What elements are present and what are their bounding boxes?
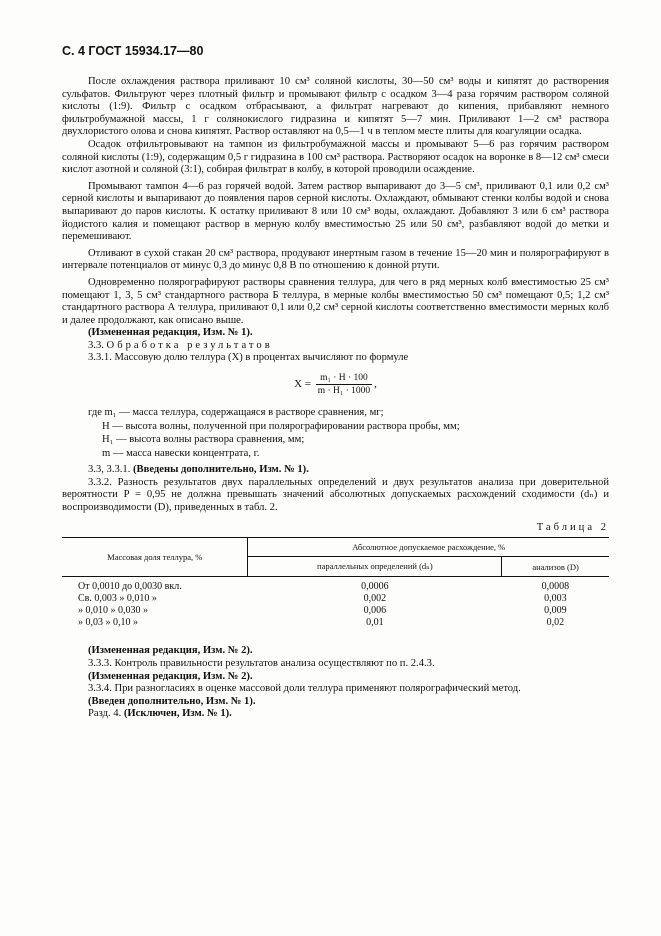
table-cell-range: » 0,03 » 0,10 » <box>78 617 138 629</box>
table-row <box>62 577 609 594</box>
formula-denominator: m · H₁ · 1000 <box>317 386 371 397</box>
section-3-3-4: 3.3.4. При разногласиях в оценке массовой доли теллура применяют полярографический метод. <box>88 683 521 695</box>
table-cell-d: 0,02 <box>546 617 565 629</box>
formula-legend <box>62 406 609 460</box>
paragraph-4: Отливают в сухой стакан 20 см³ раствора, продувают инертным газом в течение 15—20 мин и полярографируют в интервале потенциалов от минус 0,3 до минус 0,8 В по отношению к донной ртути. <box>62 247 609 272</box>
table-cell-d: 0,0008 <box>541 581 570 593</box>
paragraph-1: После охлаждения раствора приливают 10 см³ соляной кислоты, 30—50 см³ воды и кипятят до растворения сульфатов. Фильтруют через плотный фильтр и промывают фильтр с осадком 3—4 раза горячим раствором соляной кислоты (1:9). Фильтр с осадком отбрасывают, а фильтрат нагревают до кипения, прибавляют немного фильтробумажной массы, 1 г солянокислого гидразина и кипятят 5—7 мин. Приливают 1—2 см³ раствора двухлористого олова и снова кипятят. Раствор оставляют на 0,5—1 ч в теплом месте плиты для коагуляции осадка. <box>62 76 609 138</box>
paragraph-2: Осадок отфильтровывают на тампон из фильтробумажной массы и промывают 5—6 раз горячим раствором соляной кислоты (1:9), содержащим 0,5 г гидразина в 100 см³ раствора. Растворяют осадок на воронке в 8—12 см³ смеси кислот азотной и соляной (3:1), собирая фильтрат в колбу, в которой проводили осаждение. <box>62 138 609 176</box>
formula <box>62 373 609 396</box>
section-4-bold: (Исключен, Изм. № 1). <box>123 708 232 720</box>
edit-note-1: (Измененная редакция, Изм. № 1). <box>88 327 253 339</box>
paragraph-5: Одновременно полярографируют растворы сравнения теллура, для чего в ряд мерных колб вместимостью 25 см³ помещают 1, 3, 5 см³ стандартного раствора Б теллура, в мерные колбы вместимостью 50 см³ помещают 0,5; 1,2 см³ стандартного раствора А теллура, приливают 0,1 или 0,2 см³ серной кислоты соответственно вместимости мерных колб и далее продолжают, как описано выше. <box>62 276 609 326</box>
legend-m: m — масса навески концентрата, г. <box>102 447 260 459</box>
edit-note-2a: (Измененная редакция, Изм. № 2). <box>88 645 253 657</box>
table-header-dn: параллельных определений (dₙ) <box>248 557 502 577</box>
intro-note <box>62 464 609 477</box>
table-cell-range: От 0,0010 до 0,0030 вкл. <box>78 581 182 593</box>
table-header-group: Абсолютное допускаемое расхождение, % <box>248 538 609 557</box>
legend-m1: где m₁ — масса теллура, содержащаяся в растворе сравнения, мг; <box>88 407 384 419</box>
page-header: С. 4 ГОСТ 15934.17—80 <box>62 44 204 58</box>
section-3-3-1: 3.3.1. Массовую долю теллура (X) в процентах вычисляют по формуле <box>88 352 409 364</box>
table-2 <box>62 537 609 629</box>
intro-note-lead: 3.3, 3.3.1. <box>88 464 131 476</box>
added-note-1: (Введен дополнительно, Изм. № 1). <box>88 695 256 707</box>
table-row <box>62 593 609 605</box>
section-3-3-number: 3.3. <box>88 339 104 351</box>
legend-h1: H₁ — высота волны раствора сравнения, мм; <box>102 434 305 446</box>
section-3-3-title: Обработка результатов <box>106 339 273 351</box>
formula-numerator: m₁ · H · 100 <box>316 373 372 385</box>
table-caption: Таблица 2 <box>536 522 609 534</box>
section-4-note <box>62 708 609 721</box>
formula-fraction <box>316 373 372 396</box>
table-cell-d: 0,003 <box>544 593 567 605</box>
table-cell-dn: 0,0006 <box>361 581 389 593</box>
formula-tail: , <box>374 378 377 391</box>
table-cell-dn: 0,006 <box>363 605 387 617</box>
table-cell-dn: 0,002 <box>363 593 387 605</box>
table-cell-range: Св. 0,003 » 0,010 » <box>78 593 157 605</box>
table-cell-d: 0,009 <box>544 605 567 617</box>
table-cell-dn: 0,01 <box>366 617 384 629</box>
paragraph-3: Промывают тампон 4—6 раз горячей водой. Затем раствор выпаривают до 3—5 см³, приливают 0,1 или 0,2 см³ серной кислоты и выпаривают до появления паров серной кислоты. Охлаждают, обмывают стенки колбы водой и снова выпаривают до паров кислоты. К остатку приливают 8 или 10 см³ воды, охлаждают. Добавляют 3 или 6 см³ раствора йодистого калия и помещают раствор в мерную колбу вместимостью 25 или 50 см³, разбавляют водой до метки и перемешивают. <box>62 180 609 243</box>
section-3-3 <box>62 340 609 353</box>
section-3-3-3: 3.3.3. Контроль правильности результатов анализа осуществляют по п. 2.4.3. <box>88 658 435 670</box>
closing-notes <box>62 645 609 721</box>
table-header-range: Массовая доля теллура, % <box>62 538 248 577</box>
intro-note-bold: (Введены дополнительно, Изм. № 1). <box>133 464 309 476</box>
section-3-3-2: 3.3.2. Разность результатов двух параллельных определений и двух результатов анализа при доверительной вероятности P = 0,95 не должна превышать значений абсолютных допускаемых расхождений сходимости (dₙ) и воспроизводимости (D), приведенных в табл. 2. <box>62 476 609 513</box>
formula-lhs: X = <box>294 378 311 391</box>
edit-note-2b: (Измененная редакция, Изм. № 2). <box>88 670 253 682</box>
table-row <box>62 605 609 617</box>
table-cell-range: » 0,010 » 0,030 » <box>78 605 148 617</box>
legend-h: H — высота волны, полученной при полярографировании раствора пробы, мм; <box>102 420 460 432</box>
table-header-d: анализов (D) <box>502 557 609 577</box>
table-row <box>62 617 609 629</box>
section-4-lead: Разд. 4. <box>88 708 122 720</box>
